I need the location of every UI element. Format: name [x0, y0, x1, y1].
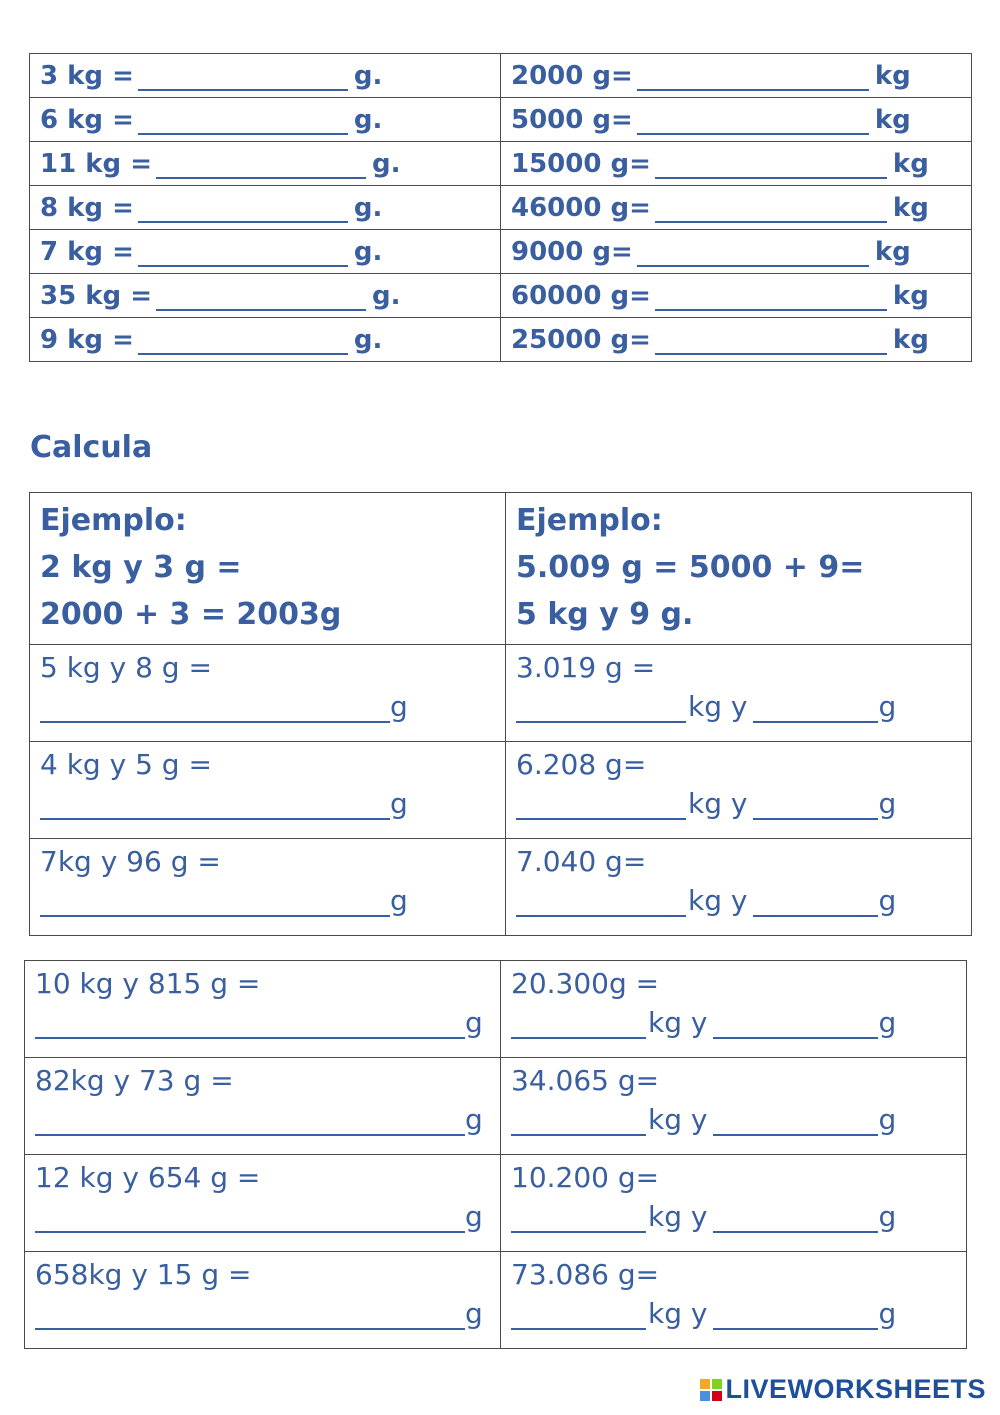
- conversion-right-unit: kg: [892, 324, 929, 355]
- answer-blank[interactable]: [637, 245, 869, 267]
- calcula-right-question: 6.208 g=: [516, 748, 647, 781]
- conversion-right-cell: [501, 318, 972, 362]
- example-left-cell: [30, 493, 506, 645]
- calcula-right-question: 7.040 g=: [516, 845, 647, 878]
- calcula-left-answer: [40, 690, 495, 723]
- conversion-right-cell: [501, 230, 972, 274]
- conversion-left-unit: g.: [371, 148, 401, 179]
- calcula-row: [25, 1058, 967, 1155]
- calcula-left-answer: [35, 1103, 490, 1136]
- conversion-right-unit: kg: [892, 148, 929, 179]
- answer-blank-kg[interactable]: [511, 1112, 646, 1136]
- answer-blank[interactable]: [40, 699, 390, 723]
- calcula-right-question: 20.300g =: [511, 967, 660, 1000]
- conversion-right-value: 5000 g=: [511, 104, 633, 135]
- example-right-line1: 5.009 g = 5000 + 9=: [516, 550, 865, 585]
- calcula-heading: Calcula: [30, 430, 153, 465]
- calcula-row: [30, 645, 972, 742]
- calcula-row: [25, 961, 967, 1058]
- calcula-left-answer: [35, 1297, 490, 1330]
- calcula-right-answer: [511, 1200, 956, 1233]
- calcula-left-question: 12 kg y 654 g =: [35, 1161, 261, 1194]
- answer-blank-g[interactable]: [753, 796, 878, 820]
- conversion-left-unit: g.: [353, 192, 383, 223]
- conversion-right-cell: [501, 54, 972, 98]
- answer-blank[interactable]: [138, 69, 348, 91]
- answer-blank-g[interactable]: [713, 1306, 878, 1330]
- calcula-table: [29, 492, 972, 936]
- example-left-line1: 2 kg y 3 g =: [40, 550, 242, 585]
- conversion-left-value: 9 kg =: [40, 324, 134, 355]
- calcula-left-answer: [35, 1200, 490, 1233]
- answer-blank[interactable]: [40, 893, 390, 917]
- calcula-right-question: 34.065 g=: [511, 1064, 660, 1097]
- calcula-left-question: 82kg y 73 g =: [35, 1064, 234, 1097]
- conversion-left-unit: g.: [371, 280, 401, 311]
- calcula-right-answer: [516, 787, 961, 820]
- answer-blank[interactable]: [35, 1112, 465, 1136]
- example-left-title: Ejemplo:: [40, 503, 187, 538]
- calcula-left-question: 5 kg y 8 g =: [40, 651, 212, 684]
- calcula-row: [25, 1252, 967, 1349]
- calcula-right-cell: [501, 1252, 967, 1349]
- calcula-left-answer: [40, 787, 495, 820]
- calcula-right-cell: [506, 839, 972, 936]
- calcula-right-g-label: g: [878, 787, 897, 820]
- calcula-right-answer: [511, 1103, 956, 1136]
- answer-blank[interactable]: [156, 289, 366, 311]
- conversion-left-content: [40, 325, 490, 355]
- conversion-left-value: 6 kg =: [40, 104, 134, 135]
- logo-squares-icon: [700, 1379, 722, 1401]
- liveworksheets-logo: [700, 1374, 986, 1405]
- answer-blank-g[interactable]: [753, 699, 878, 723]
- example-right-title: Ejemplo:: [516, 503, 663, 538]
- answer-blank-g[interactable]: [753, 893, 878, 917]
- conversion-row: [30, 274, 972, 318]
- conversion-left-unit: g.: [353, 104, 383, 135]
- answer-blank[interactable]: [655, 157, 887, 179]
- conversion-left-value: 7 kg =: [40, 236, 134, 267]
- calcula-left-question: 10 kg y 815 g =: [35, 967, 261, 1000]
- conversion-right-unit: kg: [874, 60, 911, 91]
- calcula-right-kg-label: kg y: [688, 690, 748, 723]
- answer-blank-kg[interactable]: [516, 893, 686, 917]
- calcula-left-unit: g: [465, 1297, 483, 1330]
- calcula-right-kg-label: kg y: [648, 1006, 708, 1039]
- calcula-left-unit: g: [390, 690, 408, 723]
- calcula-left-answer: [40, 884, 495, 917]
- answer-blank[interactable]: [138, 333, 348, 355]
- calcula-left-cell: [25, 1155, 501, 1252]
- answer-blank[interactable]: [35, 1015, 465, 1039]
- answer-blank-g[interactable]: [713, 1112, 878, 1136]
- conversion-left-value: 8 kg =: [40, 192, 134, 223]
- answer-blank-kg[interactable]: [516, 699, 686, 723]
- calcula-right-cell: [506, 742, 972, 839]
- calcula-left-cell: [25, 1252, 501, 1349]
- conversion-left-unit: g.: [353, 324, 383, 355]
- answer-blank-kg[interactable]: [511, 1306, 646, 1330]
- conversion-right-value: 25000 g=: [511, 324, 651, 355]
- calcula-right-question: 10.200 g=: [511, 1161, 660, 1194]
- answer-blank-kg[interactable]: [511, 1209, 646, 1233]
- calcula-left-unit: g: [390, 787, 408, 820]
- calcula-left-unit: g: [465, 1103, 483, 1136]
- conversion-left-content: [40, 193, 490, 223]
- conversion-left-cell: [30, 318, 501, 362]
- logo-text: LIVEWORKSHEETS: [725, 1374, 986, 1404]
- answer-blank[interactable]: [655, 201, 887, 223]
- conversion-right-content: [511, 61, 961, 91]
- answer-blank[interactable]: [156, 157, 366, 179]
- calcula-right-kg-label: kg y: [688, 787, 748, 820]
- calcula-right-answer: [511, 1006, 956, 1039]
- calcula-row: [25, 1155, 967, 1252]
- calcula-left-question: 7kg y 96 g =: [40, 845, 221, 878]
- calcula-right-g-label: g: [878, 1200, 897, 1233]
- calcula-right-g-label: g: [878, 1006, 897, 1039]
- conversion-left-content: [40, 281, 490, 311]
- conversion-left-cell: [30, 186, 501, 230]
- conversion-left-value: 3 kg =: [40, 60, 134, 91]
- conversion-row: [30, 54, 972, 98]
- calcula-right-kg-label: kg y: [648, 1103, 708, 1136]
- answer-blank-g[interactable]: [713, 1015, 878, 1039]
- conversion-left-cell: [30, 142, 501, 186]
- calcula-row: [30, 839, 972, 936]
- conversion-left-content: [40, 61, 490, 91]
- calcula-right-answer: [516, 690, 961, 723]
- calcula-row: [30, 742, 972, 839]
- conversion-right-cell: [501, 274, 972, 318]
- calcula-right-answer: [511, 1297, 956, 1330]
- conversion-right-cell: [501, 98, 972, 142]
- conversion-right-content: [511, 325, 961, 355]
- conversion-table: [29, 53, 972, 362]
- conversion-right-content: [511, 149, 961, 179]
- calcula-left-answer: [35, 1006, 490, 1039]
- calcula-right-kg-label: kg y: [648, 1200, 708, 1233]
- conversion-right-cell: [501, 186, 972, 230]
- conversion-left-content: [40, 105, 490, 135]
- conversion-right-value: 9000 g=: [511, 236, 633, 267]
- calcula-right-kg-label: kg y: [688, 884, 748, 917]
- calcula-right-question: 3.019 g =: [516, 651, 656, 684]
- conversion-left-content: [40, 237, 490, 267]
- conversion-right-unit: kg: [874, 236, 911, 267]
- conversion-right-content: [511, 237, 961, 267]
- answer-blank[interactable]: [655, 289, 887, 311]
- answer-blank[interactable]: [138, 201, 348, 223]
- answer-blank[interactable]: [655, 333, 887, 355]
- calcula-left-unit: g: [465, 1006, 483, 1039]
- calcula-right-g-label: g: [878, 690, 897, 723]
- answer-blank[interactable]: [35, 1209, 465, 1233]
- answer-blank[interactable]: [35, 1306, 465, 1330]
- calcula-right-cell: [501, 961, 967, 1058]
- example-row: [30, 493, 972, 645]
- calcula-right-kg-label: kg y: [648, 1297, 708, 1330]
- conversion-right-value: 2000 g=: [511, 60, 633, 91]
- answer-blank[interactable]: [637, 69, 869, 91]
- calcula-left-unit: g: [390, 884, 408, 917]
- calcula-left-cell: [30, 742, 506, 839]
- conversion-left-unit: g.: [353, 236, 383, 267]
- conversion-left-content: [40, 149, 490, 179]
- conversion-right-cell: [501, 142, 972, 186]
- calcula-left-question: 4 kg y 5 g =: [40, 748, 212, 781]
- calcula-left-cell: [25, 961, 501, 1058]
- calcula-right-g-label: g: [878, 1103, 897, 1136]
- calcula-right-g-label: g: [878, 1297, 897, 1330]
- conversion-right-unit: kg: [874, 104, 911, 135]
- answer-blank[interactable]: [138, 113, 348, 135]
- conversion-left-value: 11 kg =: [40, 148, 152, 179]
- conversion-row: [30, 98, 972, 142]
- conversion-left-cell: [30, 98, 501, 142]
- answer-blank[interactable]: [138, 245, 348, 267]
- conversion-row: [30, 186, 972, 230]
- calcula-left-unit: g: [465, 1200, 483, 1233]
- example-left-line2: 2000 + 3 = 2003g: [40, 597, 342, 632]
- calcula-left-question: 658kg y 15 g =: [35, 1258, 252, 1291]
- conversion-row: [30, 230, 972, 274]
- answer-blank[interactable]: [40, 796, 390, 820]
- calcula-left-cell: [30, 839, 506, 936]
- conversion-right-unit: kg: [892, 280, 929, 311]
- calcula-right-cell: [501, 1155, 967, 1252]
- conversion-right-value: 60000 g=: [511, 280, 651, 311]
- conversion-right-content: [511, 281, 961, 311]
- calcula-left-cell: [25, 1058, 501, 1155]
- conversion-right-content: [511, 193, 961, 223]
- conversion-right-unit: kg: [892, 192, 929, 223]
- calcula-right-cell: [501, 1058, 967, 1155]
- conversion-right-value: 15000 g=: [511, 148, 651, 179]
- conversion-row: [30, 142, 972, 186]
- example-right-line2: 5 kg y 9 g.: [516, 597, 694, 632]
- conversion-left-value: 35 kg =: [40, 280, 152, 311]
- conversion-left-cell: [30, 230, 501, 274]
- conversion-left-cell: [30, 274, 501, 318]
- answer-blank-g[interactable]: [713, 1209, 878, 1233]
- calcula-table-2: [24, 960, 967, 1349]
- answer-blank[interactable]: [637, 113, 869, 135]
- conversion-left-unit: g.: [353, 60, 383, 91]
- calcula-right-question: 73.086 g=: [511, 1258, 660, 1291]
- conversion-right-content: [511, 105, 961, 135]
- answer-blank-kg[interactable]: [511, 1015, 646, 1039]
- answer-blank-kg[interactable]: [516, 796, 686, 820]
- conversion-row: [30, 318, 972, 362]
- example-right-cell: [506, 493, 972, 645]
- conversion-left-cell: [30, 54, 501, 98]
- calcula-right-answer: [516, 884, 961, 917]
- calcula-right-cell: [506, 645, 972, 742]
- calcula-left-cell: [30, 645, 506, 742]
- conversion-right-value: 46000 g=: [511, 192, 651, 223]
- calcula-right-g-label: g: [878, 884, 897, 917]
